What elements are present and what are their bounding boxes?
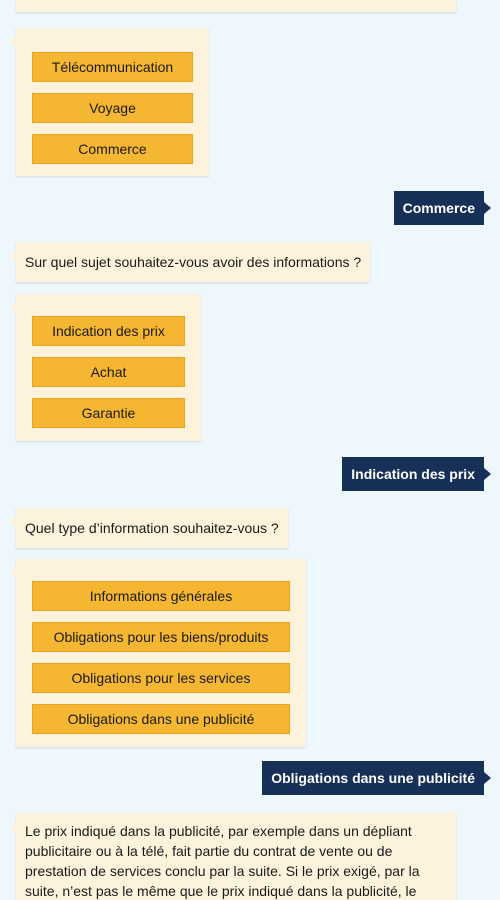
user-message-text: Commerce (402, 200, 475, 216)
option-button-telecommunication[interactable]: Télécommunication (32, 52, 193, 82)
option-button-obligations-services[interactable]: Obligations pour les services (32, 663, 290, 693)
option-button-voyage[interactable]: Voyage (32, 93, 193, 123)
option-button-indication-des-prix[interactable]: Indication des prix (32, 316, 185, 346)
user-message-text: Obligations dans une publicité (271, 770, 475, 786)
option-button-achat[interactable]: Achat (32, 357, 185, 387)
user-message-indication-des-prix (342, 457, 484, 491)
bot-message-info-type-question (16, 508, 288, 548)
bot-message-answer (16, 813, 456, 900)
user-message-text: Indication des prix (351, 466, 475, 482)
bot-message-partial (16, 0, 456, 12)
user-message-obligations-publicite (262, 761, 484, 795)
option-button-obligations-publicite[interactable]: Obligations dans une publicité (32, 704, 290, 734)
option-button-commerce[interactable]: Commerce (32, 134, 193, 164)
bot-message-text: Sur quel sujet souhaitez-vous avoir des informations ? (25, 254, 362, 270)
bot-message-text: Quel type d’information souhaitez-vous ? (25, 520, 279, 536)
options-bubble-category (16, 28, 209, 176)
options-bubble-subject (16, 294, 201, 441)
option-button-garantie[interactable]: Garantie (32, 398, 185, 428)
bot-message-subject-question (16, 242, 370, 282)
options-bubble-info-type (16, 559, 306, 747)
option-button-informations-generales[interactable]: Informations générales (32, 581, 290, 611)
bot-answer-text: Le prix indiqué dans la publicité, par exemple dans un dépliant publicitaire ou à la télé, fait partie du contrat de vente ou de prestation de services conclu par la suite. Si le prix exigé, par la suite, n’est pas le même que le prix indiqué dans la publicité, le (25, 823, 420, 899)
user-message-commerce (394, 191, 484, 225)
option-button-obligations-biens-produits[interactable]: Obligations pour les biens/produits (32, 622, 290, 652)
